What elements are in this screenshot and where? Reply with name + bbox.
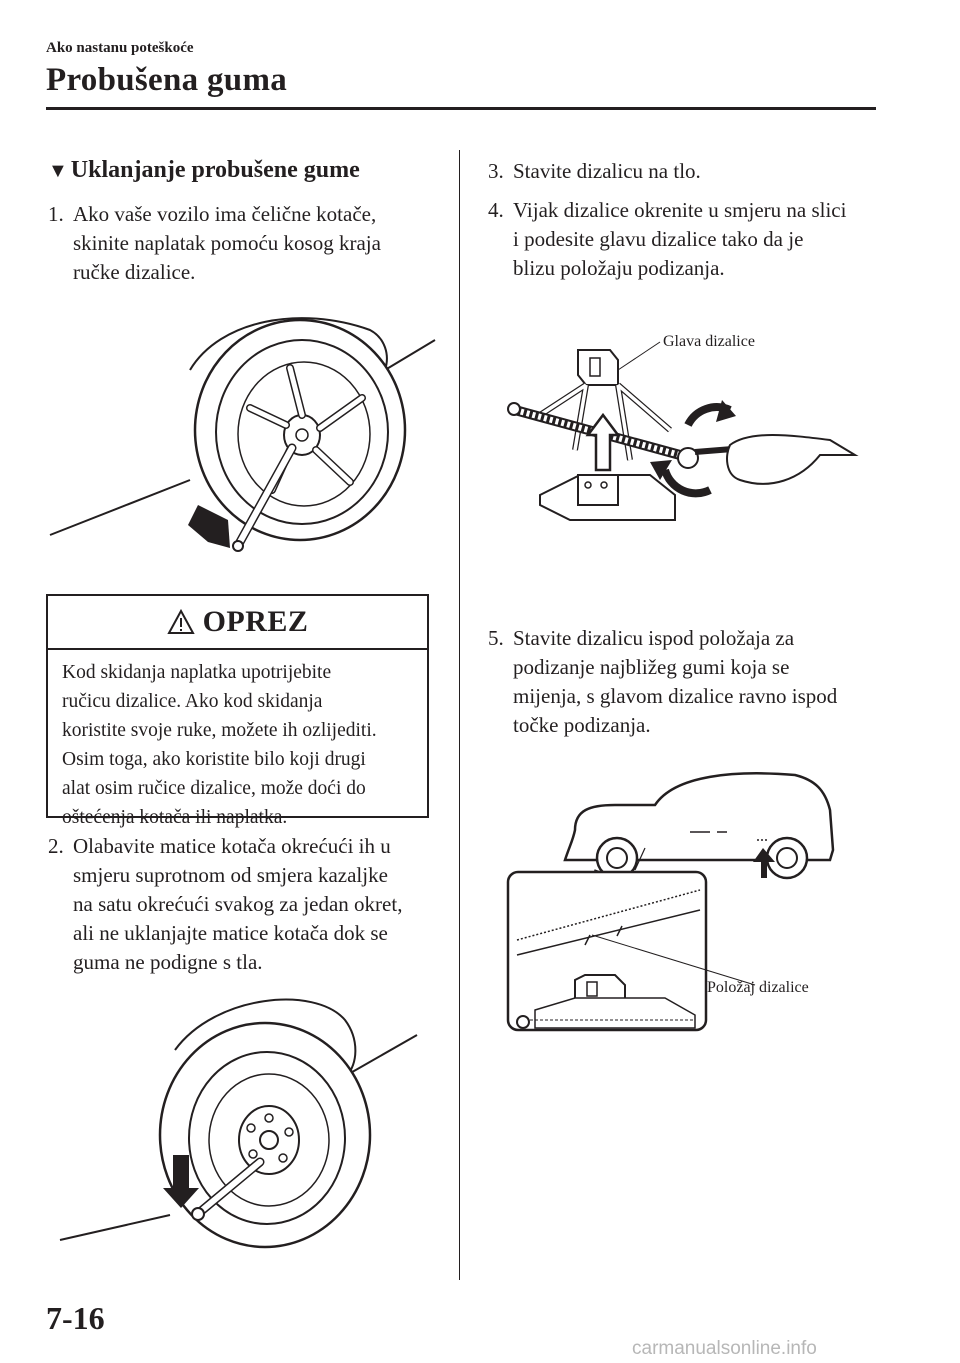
jack-position-callout: Položaj dizalice xyxy=(707,979,809,996)
step-line: blizu položaju podizanja. xyxy=(513,256,725,280)
chapter-label: Ako nastanu poteškoće xyxy=(46,40,194,56)
step-number: 2. xyxy=(48,834,64,858)
caution-line: oštećenja kotača ili naplatka. xyxy=(62,807,288,828)
caution-box xyxy=(46,594,429,828)
jack-position-illustration xyxy=(505,770,875,1040)
step-line: i podesite glavu dizalice tako da je xyxy=(513,227,804,251)
step-text xyxy=(73,200,381,287)
step-line: mijenja, s glavom dizalice ravno ispod xyxy=(513,684,838,708)
step-3 xyxy=(488,157,888,189)
lug-nut-loosening-illustration xyxy=(55,990,425,1260)
step-line: točke podizanja. xyxy=(513,713,651,737)
header-rule xyxy=(46,107,876,110)
caution-line: ručicu dizalice. Ako kod skidanja xyxy=(62,691,323,712)
caution-text xyxy=(62,658,419,832)
step-line: skinite naplatak pomoću kosog kraja xyxy=(73,231,381,255)
step-line: guma ne podigne s tla. xyxy=(73,950,263,974)
caution-line: Osim toga, ako koristite bilo koji drugi xyxy=(62,749,366,770)
wheel-cover-removal-illustration xyxy=(40,310,440,570)
section-title: Uklanjanje probušene gume xyxy=(70,157,360,183)
step-line: Stavite dizalicu ispod položaja za xyxy=(513,626,795,650)
step-number: 5. xyxy=(488,626,504,650)
step-line: Stavite dizalicu na tlo. xyxy=(513,159,701,183)
step-number: 1. xyxy=(48,202,64,226)
caution-line: Kod skidanja naplatka upotrijebite xyxy=(62,662,332,683)
jack-adjustment-illustration xyxy=(500,330,870,540)
step-text xyxy=(513,196,846,283)
step-number: 3. xyxy=(488,159,504,183)
step-line: ručke dizalice. xyxy=(73,260,196,284)
warning-triangle-icon xyxy=(167,609,195,635)
column-divider xyxy=(459,150,460,1280)
step-line: smjeru suprotnom od smjera kazaljke xyxy=(73,863,388,887)
watermark: carmanualsonline.info xyxy=(632,1338,817,1359)
step-5 xyxy=(488,624,888,744)
step-line: Ako vaše vozilo ima čelične kotače, xyxy=(73,202,377,226)
caution-line: alat osim ručice dizalice, može doći do xyxy=(62,778,366,799)
step-1 xyxy=(48,200,448,290)
caution-label: OPREZ xyxy=(202,605,309,638)
page-title: Probušena guma xyxy=(46,62,288,98)
step-text xyxy=(513,624,837,740)
step-line: podizanje najbližeg gumi koja se xyxy=(513,655,790,679)
step-line: Olabavite matice kotača okrećući ih u xyxy=(73,834,391,858)
page-number: 7-16 xyxy=(46,1300,105,1336)
step-text xyxy=(513,157,701,186)
step-number: 4. xyxy=(488,198,504,222)
caution-line: koristite svoje ruke, možete ih ozlijediti. xyxy=(62,720,377,741)
section-marker-icon: ▼ xyxy=(48,160,68,182)
section-heading xyxy=(48,157,360,184)
step-line: Vijak dizalice okrenite u smjeru na slici xyxy=(513,198,847,222)
step-line: na satu okrećući svakog za jedan okret, xyxy=(73,892,403,916)
step-line: ali ne uklanjajte matice kotača dok se xyxy=(73,921,388,945)
step-4 xyxy=(488,196,888,286)
jack-head-callout: Glava dizalice xyxy=(663,333,755,350)
step-text xyxy=(73,832,402,977)
step-2 xyxy=(48,832,448,982)
caution-header xyxy=(48,596,427,650)
